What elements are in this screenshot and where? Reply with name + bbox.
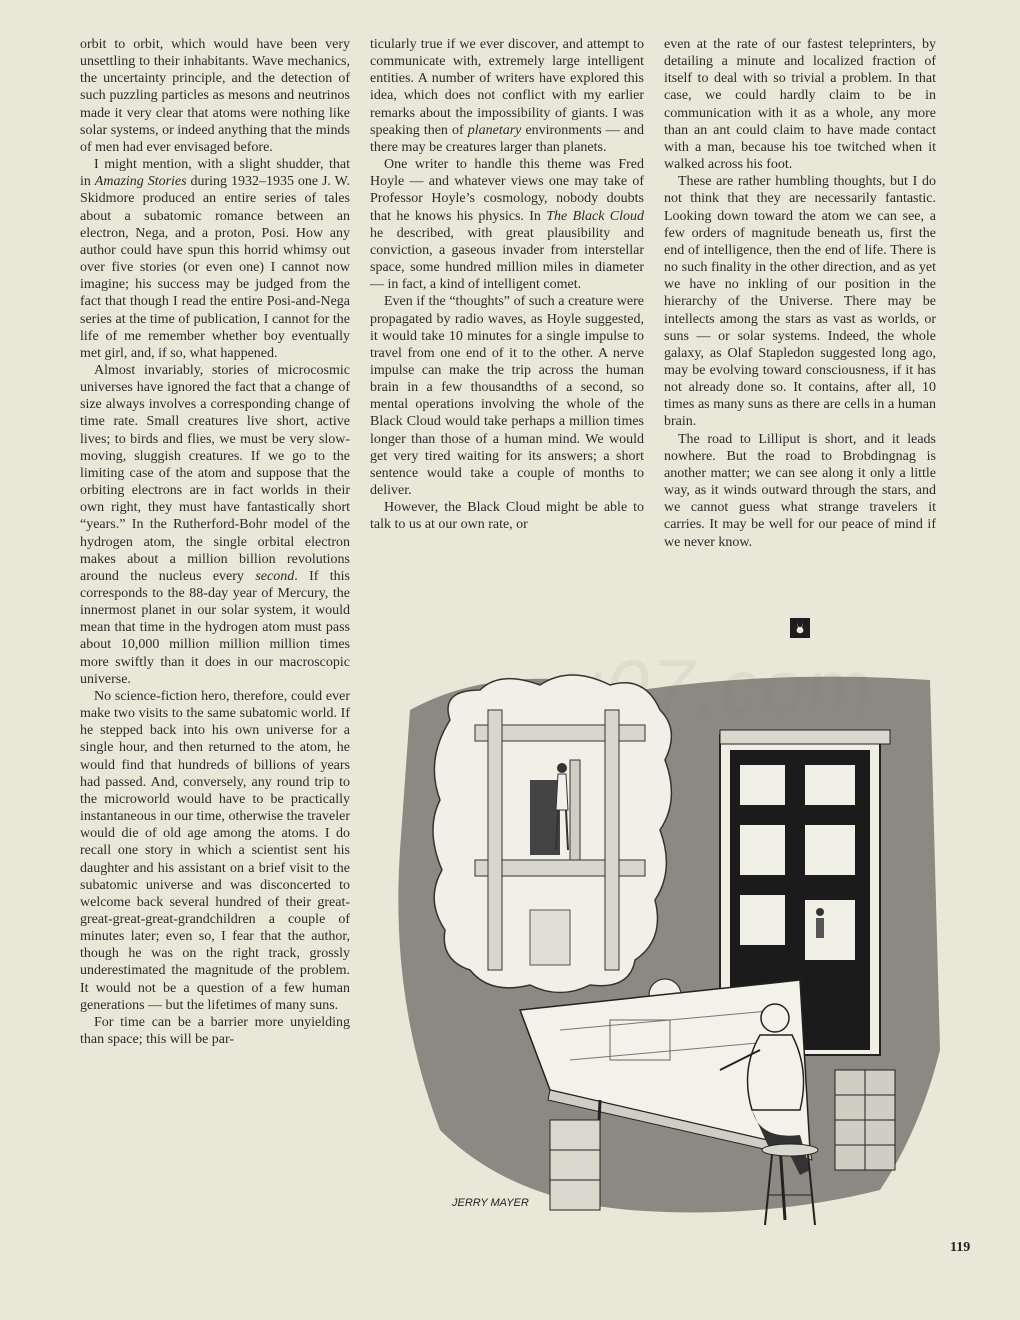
paragraph: For time can be a barrier more unyielding than space; this will be par- — [80, 1014, 350, 1048]
paragraph: Almost invariably, stories of microcosmic universes have ignored the fact that a change of size always involves a corresponding change of time rate. Small creatures live short, active lives; to birds and flies, we must be very slow-moving, sluggish creatures. If we go to the limiting case of the atom and suppose that the orbiting electrons are in fact worlds in their own right, they must have fantastically short “years.” In the Rutherford-Bohr model of the hydrogen atom, the single orbital electron makes about a million billion revolutions around the nucleus every second. If this corresponds to the 88-day year of Mercury, the innermost planet in our solar system, it would mean that time in the hydrogen atom must pass about 10,000 million million million times more swiftly than it does in our macroscopic universe. — [80, 362, 350, 687]
cartoonist-signature: JERRY MAYER — [452, 1197, 529, 1209]
text-column-2 — [370, 36, 644, 534]
thought-bubble — [433, 675, 671, 993]
text-column-1 — [80, 36, 350, 1048]
paragraph: The road to Lilliput is short, and it leads nowhere. But the road to Brobdingnag is another matter; we can see along it only a little way, as it winds outward through the stars, and we cannot guess what strange travelers it carries. It may be well for our peace of mind if we never know. — [664, 431, 936, 550]
paragraph: However, the Black Cloud might be able to talk to us at our own rate, or — [370, 500, 644, 533]
paragraph: orbit to orbit, which would have been very unsettling to their inhabitants. Wave mechanics, the uncertainty principle, and the detection of such puzzling particles as mesons and neutrinos made it very clear that atoms were nothing like solar systems, or indeed anything that the minds of men had ever envisaged before. — [80, 37, 350, 155]
paragraph: Even if the “thoughts” of such a creature were propagated by radio waves, as Hoyle suggested, it would take 10 minutes for a single impulse to travel from one end of it to the other. A nerve impulse can make the trip across the human brain in a few thousandths of a second, so mental operations involving the whole of the Black Cloud would take perhaps a million times longer than those of a human mind. We would get very tired waiting for its answers; a short sentence would take a couple of months to deliver. — [370, 294, 644, 499]
paragraph: I might mention, with a slight shudder, that in Amazing Stories during 1932–1935 one J. W. Skidmore produced an entire series of tales about a subatomic romance between an electron, Nega, and a proton, Posi. How any author could have spun this horrid whimsy out over five stories (or even one) I cannot now imagine; his success may be judged from the fact that though I read the entire Posi-and-Nega series at the time of publication, I cannot for the life of me remember whether boy eventually met girl, and, if so, what happened. — [80, 157, 351, 361]
rabbit-head-endmark-icon — [790, 618, 810, 638]
paragraph: even at the rate of our fastest teleprinters, by detailing a minute and localized fraction of itself to deal with so trivial a problem. In that case, we could hardly claim to be in communication with it as a whole, any more than an ant could claim to have made contact with a man, because his toe twitched when it walked across his foot. — [664, 37, 936, 173]
paragraph: No science-fiction hero, therefore, could ever make two visits to the same subatomic world. If he stepped back into his own universe for a single hour, and then returned to the atom, he would find that hundreds of billions of years had passed. And, conversely, any round trip to the microworld would have to be practically instantaneous in our time, otherwise the traveler would die of old age among the atoms. I do recall one story in which a scientist sent his daughter and his assistant on a brief visit to the subatomic universe and was disconcerted to welcome back several hundred of their great-great-great-great-grandchildren a couple of minutes later; even so, I fear that the author, though he was on the right track, grossly underestimated the magnitude of the problem. It would not be a question of a few human generations — but the lifetimes of many suns. — [80, 688, 350, 1013]
paragraph: One writer to handle this theme was Fred Hoyle — and whatever views one may take of Professor Hoyle’s cosmology, nobody doubts that he knows his physics. In The Black Cloud he described, with great plausibility and conviction, a gaseous invader from interstellar space, some hundred million miles in diameter — in fact, a kind of intelligent comet. — [370, 157, 644, 293]
paragraph: These are rather humbling thoughts, but I do not think that they are necessarily fantastic. Looking down toward the atom we can see, a few orders of magnitude beneath us, first the end of intelligence, then the end of life. There is no such finality in the other direction, and as yet we have no inkling of our position in the hierarchy of the Universe. There may be intellects among the stars as vast as worlds, or suns — or solar systems. Indeed, the whole galaxy, as Olaf Stapledon suggested long ago, may be evolving toward consciousness, if it has not already done so. It contains, after all, 10 times as many suns as there are cells in a human brain. — [664, 174, 936, 430]
magazine-title: Amazing Stories — [94, 174, 187, 190]
emphasis: second — [255, 568, 295, 584]
book-title: The Black Cloud — [546, 208, 644, 224]
emphasis: planetary — [467, 122, 522, 138]
text-column-3 — [664, 36, 936, 551]
cartoon-illustration — [380, 650, 950, 1230]
page-number: 119 — [950, 1240, 971, 1255]
paragraph: ticularly true if we ever discover, and attempt to communicate with, extremely large intelligent entities. A number of writers have explored this idea, which does not conflict with my earlier remarks about the impossibility of giants. I was speaking then of planetary environments — and there may be creatures larger than planets. — [370, 37, 645, 155]
